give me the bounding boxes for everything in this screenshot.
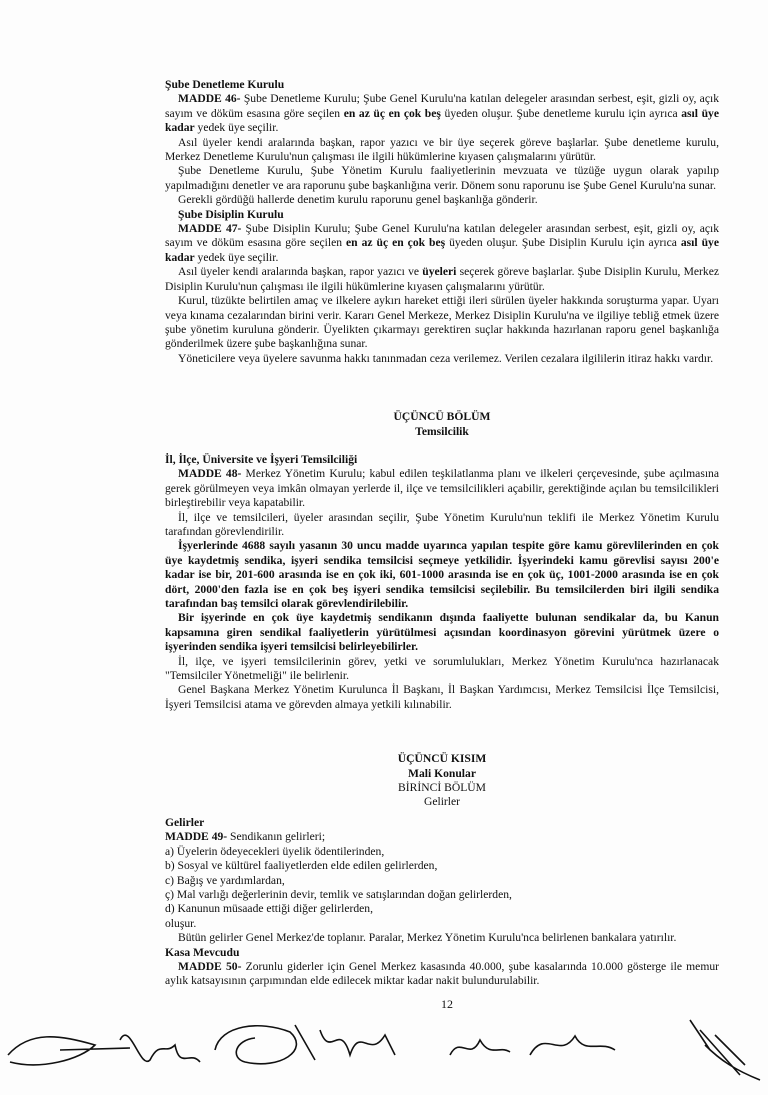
text-run: İl, ilçe, ve işyeri temsilcilerinin görev, yetki ve sorumlulukları, Merkez Yönetim Kurulu'nca hazırlanacak "Temsilciler Yönetmeliği" ile belirlenir. — [165, 654, 719, 683]
chapter-title: BİRİNCİ BÖLÜM — [398, 781, 486, 795]
signature-7 — [690, 1020, 760, 1080]
paragraph — [165, 960, 719, 989]
signature-1 — [8, 1037, 130, 1065]
list-item — [165, 902, 719, 916]
text-run: c) Bağış ve yardımlardan, — [165, 873, 285, 887]
text-run: en az üç en çok beş — [346, 236, 446, 250]
paragraph — [165, 467, 719, 510]
text-run: yedek üye seçilir. — [194, 121, 279, 135]
text-run: d) Kanunun müsaade ettiği diğer gelirlerden, — [165, 902, 373, 916]
paragraph — [165, 511, 719, 540]
signature-3 — [215, 1025, 315, 1064]
signatures — [0, 1000, 768, 1095]
list-item — [165, 830, 719, 844]
text-run: Zorunlu giderler için Genel Merkez kasasında 40.000, şube kasalarında 10.000 gösterge ile memur aylık katsayısının çarpımından elde edilecek miktar kadar nakit bulundurulabilir. — [165, 959, 719, 988]
subheading — [165, 946, 719, 960]
section-gelirler — [165, 816, 719, 989]
text-run: oluşur. — [165, 916, 197, 930]
section-title: ÜÇÜNCÜ BÖLÜM — [393, 410, 491, 424]
spacer — [165, 712, 719, 752]
text-run: MADDE 48- — [178, 467, 242, 481]
list-item — [165, 888, 719, 902]
text-run: İşyerlerinde 4688 sayılı yasanın 30 uncu madde uyarınca yapılan tespite göre kamu görevlilerinden en çok üye kaydetmiş sendika, işyeri sendika temsilcisi seçmeye yetkilidir. İşyerindeki kamu görevlisi sayısı 200'e kadar ise bir, 201-600 arasında ise en çok iki, 601-1000 arasında ise en çok üç, 1001-2000 arasında ise en çok dört, 2000'den fazla ise en çok beş işyeri sendika temsilcisi seçilebilir. Bu temsilcilerden biri ilgili sendika tarafından baş temsilci olarak görevlendirilebilir. — [165, 539, 719, 610]
paragraph — [165, 164, 719, 193]
text-run: Kasa Mevcudu — [165, 945, 240, 959]
paragraph — [165, 931, 719, 945]
text-run: Yöneticilere veya üyelere savunma hakkı tanınmadan ceza verilemez. Verilen cezalara ilgililerin itiraz hakkı vardır. — [178, 351, 714, 365]
text-run: seçerek göreve başlarlar. Şube Disiplin Kurulu, Merkez Disiplin Kurulu'nun çalışması ile ilgili hükümlerine kıyasen çalışmalarını yürütür. — [165, 265, 719, 293]
paragraph — [165, 222, 719, 265]
signature-5 — [450, 1040, 510, 1055]
paragraph — [165, 294, 719, 352]
text-run: Gerekli gördüğü hallerde denetim kurulu raporunu genel başkanlığa gönderir. — [178, 193, 538, 207]
section-heading-temsilcilik — [165, 410, 719, 439]
chapter-subtitle: Gelirler — [423, 795, 461, 809]
text-run: Genel Başkana Merkez Yönetim Kurulunca İl Başkanı, İl Başkan Yardımcısı, Merkez Temsilcisi İlçe Temsilcisi, İşyeri Temsilcisi atama ve görevden almaya yetkili kılınabilir. — [165, 683, 719, 711]
subheading — [165, 816, 719, 830]
page-number: 12 — [441, 996, 453, 1011]
text-run: üyeden oluşur. Şube denetleme kurulu için ayrıca — [440, 106, 682, 120]
text-run: yedek üye seçilir. — [194, 250, 279, 264]
text-run: Asıl üyeler kendi aralarında başkan, rapor yazıcı ve bir üye seçerek göreve başlarlar. Şube denetleme kurulu, Merkez Denetleme Kurulu'nun çalışması ile ilgili hükümlerine kıyasen çalışmalarını yürütür. — [165, 135, 719, 164]
part-subtitle: Mali Konular — [408, 766, 476, 780]
paragraph — [165, 655, 719, 684]
text-run: Sendikanın gelirleri; — [227, 830, 326, 844]
subheading — [165, 453, 719, 467]
text-run: Şube Disiplin Kurulu — [178, 207, 284, 221]
text-run: Asıl üyeler kendi aralarında başkan, rapor yazıcı ve — [178, 265, 423, 279]
text-run: Şube Denetleme Kurulu — [165, 78, 285, 91]
paragraph — [165, 265, 719, 294]
paragraph — [165, 136, 719, 165]
list-item — [165, 874, 719, 888]
paragraph — [165, 352, 719, 366]
list-item — [165, 859, 719, 873]
section-temsilcilik — [165, 453, 719, 712]
paragraph — [165, 611, 719, 654]
text-run: MADDE 46- — [178, 92, 241, 106]
text-run: asıl üye kadar — [165, 106, 719, 135]
text-run: MADDE 49- — [165, 830, 228, 844]
spacer — [165, 366, 719, 410]
text-run: a) Üyelerin ödeyecekleri üyelik ödentilerinden, — [165, 844, 385, 858]
text-run: Kurul, tüzükte belirtilen amaç ve ilkelere aykırı hareket ettiği ileri sürülen üyeler hakkında soruşturma yapar. Uyarı veya kınama cezalarından birini verir. Kararı Genel Merkeze, Merkez Disiplin Kurulu'na ve ilgiliye tebliğ etmek üzere şube yönetim kuruluna gönderir. Üyelikten çıkarmayı gerektiren suçlar hakkında hazırlanan raporu genel başkanlığa gönderilmek üzere şube başkanlığına sunar. — [165, 294, 719, 351]
signature-4 — [320, 1030, 395, 1055]
text-run: en az üç en çok beş — [343, 106, 441, 120]
paragraph — [165, 92, 719, 135]
paragraph — [165, 193, 719, 207]
section-subtitle: Temsilcilik — [415, 424, 469, 438]
text-run: üyeleri — [422, 265, 457, 279]
text-run: Şube Denetleme Kurulu, Şube Yönetim Kurulu faaliyetlerinin mevzuata ve tüzüğe uygun olarak yapılıp yapılmadığını denetler ve ara raporunu şube başkanlığına verir. Dönem sonu raporunu ise Şube Genel Kurulu'na sunar. — [165, 164, 719, 192]
text-run: Gelirler — [165, 815, 205, 829]
subheading — [165, 208, 719, 222]
signature-6 — [530, 1036, 615, 1055]
text-run: Bütün gelirler Genel Merkez'de toplanır. Paralar, Merkez Yönetim Kurulu'nca belirlenen bankalara yatırılır. — [178, 931, 677, 945]
paragraph — [165, 683, 719, 712]
text-run: ç) Mal varlığı değerlerinin devir, temlik ve satışlarından doğan gelirlerden, — [165, 887, 512, 901]
text-run: İl, İlçe, Üniversite ve İşyeri Temsilciliği — [165, 452, 358, 466]
paragraph — [165, 539, 719, 611]
section-sube-kurullari — [165, 78, 719, 366]
text-run: Şube Disiplin Kurulu; Şube Genel Kurulu'na katılan delegeler arasından serbest, eşit, gizli oy, açık sayım ve döküm esasına göre seçilen — [165, 222, 720, 250]
text-run: Merkez Yönetim Kurulu; kabul edilen teşkilatlanma planı ve ilkeleri çerçevesinde, şube açılmasına gerek görülmeyen veya imkân olmayan yerlerde il, ilçe ve temsilcilikleri açabilir, gerektiğinde açılan bu temsilcilikleri birleştirebilir veya kapatabilir. — [165, 467, 719, 510]
subheading — [165, 78, 719, 92]
text-run: Şube Denetleme Kurulu; Şube Genel Kurulu'na katılan delegeler arasından serbest, eşit, gizli oy, açık sayım ve döküm esasına göre seçilen — [165, 92, 719, 120]
spacer — [165, 439, 719, 453]
text-run: MADDE 50- — [178, 959, 242, 973]
list-item — [165, 917, 719, 931]
text-run: asıl üye kadar — [165, 236, 719, 264]
text-run: b) Sosyal ve kültürel faaliyetlerden elde edilen gelirlerden, — [165, 859, 438, 873]
list-item — [165, 845, 719, 859]
section-heading-mali-konular — [165, 752, 719, 810]
document-body — [165, 78, 719, 1011]
signature-2 — [120, 1035, 200, 1062]
text-run: İl, ilçe ve temsilcileri, üyeler arasından seçilir, Şube Yönetim Kurulu'nun teklifi ile Merkez Yönetim Kurulu tarafından görevlendirilir. — [165, 510, 719, 538]
text-run: üyeden oluşur. Şube Disiplin Kurulu için ayrıca — [445, 236, 681, 250]
text-run: Bir işyerinde en çok üye kaydetmiş sendikanın dışında faaliyette bulunan sendikalar da, bu Kanun kapsamına giren sendikal faaliyetlerin yürütülmesi açısından koordinasyon görevini yürütmek üzere o işyerinden sendika işyeri temsilcisi belirleyebilirler. — [165, 611, 719, 654]
text-run: MADDE 47- — [178, 222, 242, 236]
part-title: ÜÇÜNCÜ KISIM — [397, 752, 487, 766]
